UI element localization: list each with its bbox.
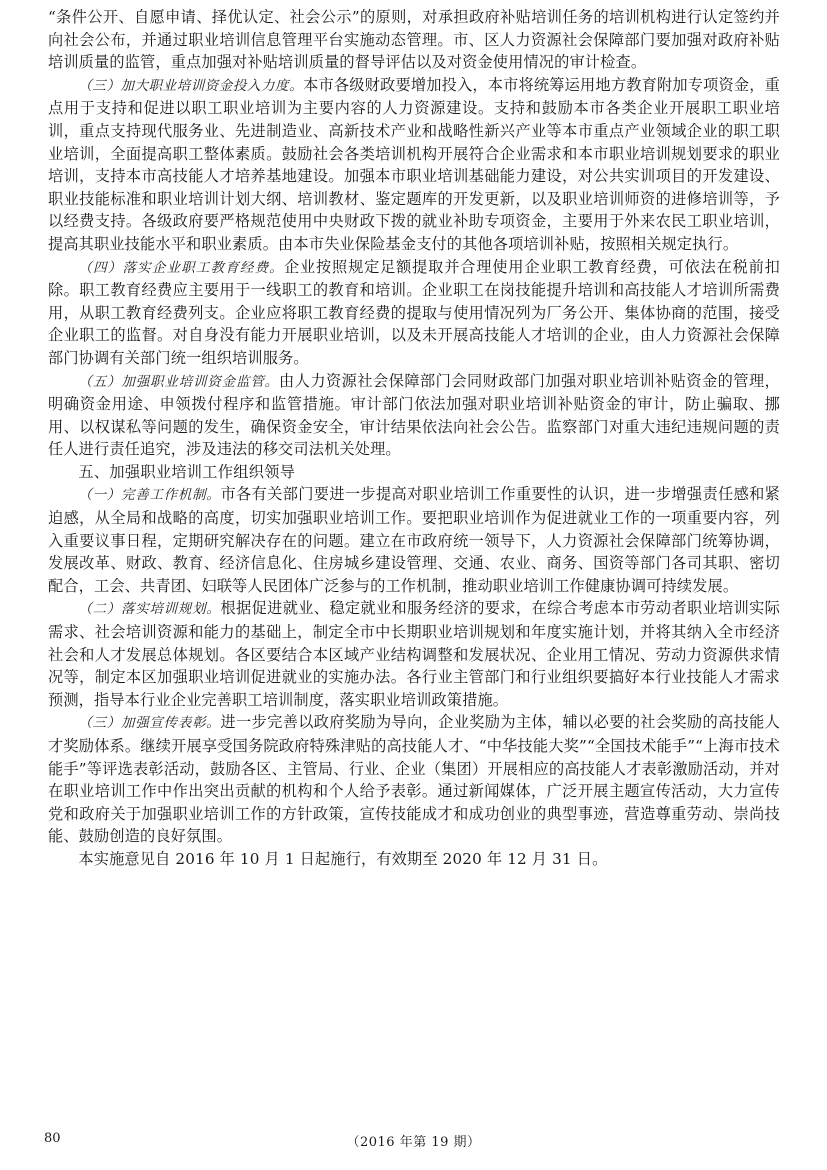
paragraph-effective-date	[48, 848, 780, 871]
paragraph-text: “条件公开、自愿申请、择优认定、社会公示”的原则，对承担政府补贴培训任务的培训机构进行认定签约并向社会公布，并通过职业培训信息管理平台实施动态管理。市、区人力资源社会保障部门要加强对政府补贴培训质量的监管，重点加强对补贴培训质量的督导评估以及对资金使用情况的审计检查。	[48, 8, 780, 72]
paragraph-lead: （二）落实培训规划。	[78, 601, 221, 618]
issue-label: （2016 年第 19 期）	[346, 1135, 481, 1150]
document-body	[48, 6, 780, 871]
paragraph-lead: （三）加强宣传表彰。	[78, 715, 221, 732]
paragraph-text: 本市各级财政要增加投入，本市将统筹运用地方教育附加专项资金，重点用于支持和促进以职工职业培训为主要内容的人力资源建设。支持和鼓励本市各类企业开展职工职业培训，重点支持现代服务业、先进制造业、高新技术产业和战略性新兴产业等本市重点产业领域企业的职工职业培训，全面提高职工整体素质。鼓励社会各类培训机构开展符合企业需求和本市职业培训规划要求的职业培训，支持本市高技能人才培养基地建设。加强本市职业培训基础能力建设，对公共实训项目的开发建设、职业技能标准和职业培训计划大纲、培训教材、鉴定题库的开发更新，以及职业培训师资的进修培训等，予以经费支持。各级政府要严格规范使用中央财政下拨的就业补助专项资金，主要用于外来农民工职业培训，提高其职业技能水平和职业素质。由本市失业保险基金支付的其他各项培训补贴，按照相关规定执行。	[48, 75, 780, 253]
paragraph-work-mechanism	[48, 483, 780, 597]
paragraph-lead: （五）加强职业培训资金监管。	[78, 373, 279, 390]
paragraph-fund-supervision	[48, 370, 780, 461]
paragraph-text: 本实施意见自 2016 年 10 月 1 日起施行，有效期至 2020 年 12 月 31 日。	[78, 849, 608, 868]
paragraph-funding-investment	[48, 74, 780, 256]
paragraph-lead: （一）完善工作机制。	[78, 487, 221, 504]
paragraph-lead: （四）落实企业职工教育经费。	[78, 259, 284, 276]
paragraph-lead: （三）加大职业培训资金投入力度。	[78, 77, 304, 94]
paragraph-text: 由人力资源社会保障部门会同财政部门加强对职业培训补贴资金的管理，明确资金用途、申领拨付程序和监管措施。审计部门依法加强对职业培训补贴资金的审计，防止骗取、挪用、以权谋私等问题的发生，确保资金安全，审计结果依法向社会公告。监察部门对重大违纪违规问题的责任人进行责任追究，涉及违法的移交司法机关处理。	[48, 371, 780, 459]
paragraph-publicity	[48, 711, 780, 848]
page-number: 80	[44, 1131, 61, 1146]
paragraph-education-funds	[48, 256, 780, 370]
paragraph-text: 进一步完善以政府奖励为导向，企业奖励为主体，辅以必要的社会奖励的高技能人才奖励体系。继续开展享受国务院政府特殊津贴的高技能人才、“中华技能大奖”“全国技术能手”“上海市技术能手”等评选表彰活动，鼓励各区、主管局、行业、企业（集团）开展相应的高技能人才表彰激励活动，并对在职业培训工作中作出突出贡献的机构和个人给予表彰。通过新闻媒体，广泛开展主题宣传活动，大力宣传党和政府关于加强职业培训工作的方针政策，宣传技能成才和成功创业的典型事迹，营造尊重劳动、崇尚技能、鼓励创造的良好氛围。	[48, 713, 781, 846]
paragraph-text: 根据促进就业、稳定就业和服务经济的要求，在综合考虑本市劳动者职业培训实际需求、社会培训资源和能力的基础上，制定全市中长期职业培训规划和年度实施计划，并将其纳入全市经济社会和人才发展总体规划。各区要结合本区域产业结构调整和发展状况、企业用工情况、劳动力资源供求情况等，制定本区加强职业培训促进就业的实施办法。各行业主管部门和行业组织要搞好本行业技能人才需求预测，指导本行业企业完善职工培训制度，落实职业培训政策措施。	[48, 599, 781, 709]
page-footer	[0, 1131, 827, 1153]
section-heading: 五、加强职业培训工作组织领导	[78, 462, 296, 481]
paragraph-continuation	[48, 6, 780, 74]
paragraph-text: 市各有关部门要进一步提高对职业培训工作重要性的认识，进一步增强责任感和紧迫感，从全局和战略的高度，切实加强职业培训工作。要把职业培训作为促进就业工作的一项重要内容，列入重要议事日程，定期研究解决存在的问题。建立在市政府统一领导下，人力资源社会保障部门统筹协调，发展改革、财政、教育、经济信息化、住房城乡建设管理、交通、农业、商务、国资等部门各司其职、密切配合，工会、共青团、妇联等人民团体广泛参与的工作机制，推动职业培训工作健康协调可持续发展。	[48, 485, 781, 595]
paragraph-training-plan	[48, 597, 780, 711]
paragraph-text: 企业按照规定足额提取并合理使用企业职工教育经费，可依法在税前扣除。职工教育经费应主要用于一线职工的教育和培训。企业职工在岗技能提升培训和高技能人才培训所需费用，从职工教育经费列支。企业应将职工教育经费的提取与使用情况列为厂务公开、集体协商的范围，接受企业职工的监督。对自身没有能力开展职业培训，以及未开展高技能人才培训的企业，由人力资源社会保障部门协调有关部门统一组织培训服务。	[48, 257, 780, 367]
